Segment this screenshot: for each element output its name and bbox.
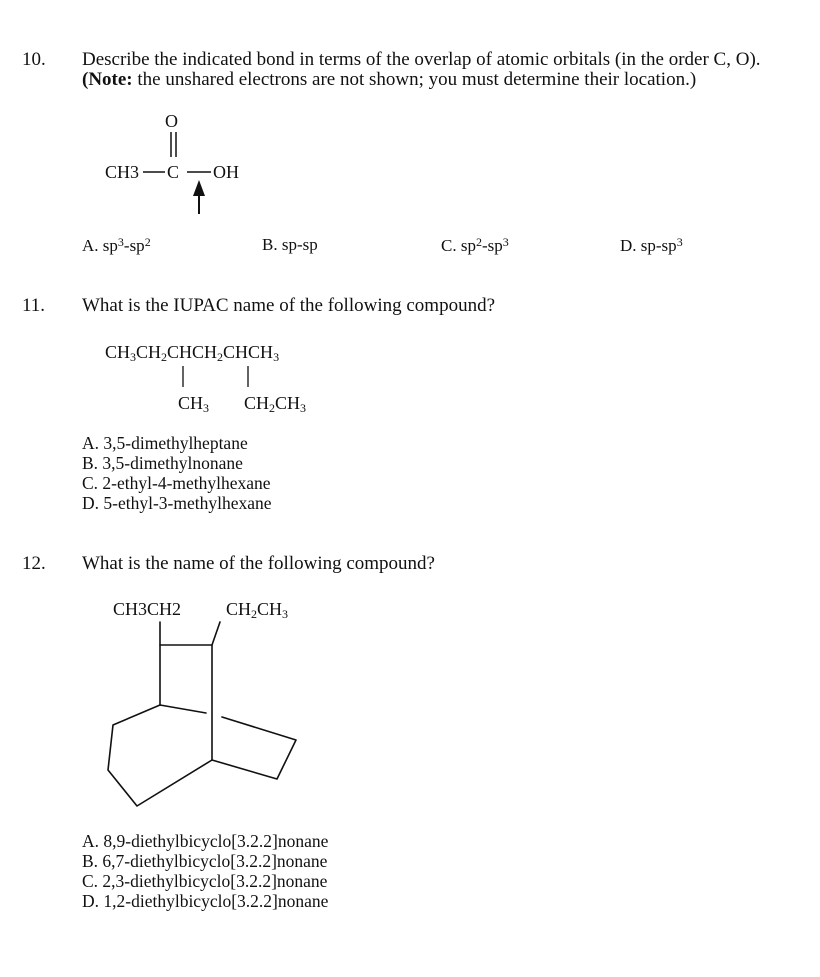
q12-right-ethyl: $CH_2CH_3$ (226, 599, 289, 621)
q10-question-line1: Describe the indicated bond in terms of the overlap of atomic orbitals (in the order C, O). (82, 49, 761, 70)
q10-option-a-part2: -sp (123, 236, 145, 255)
q12-question: What is the name of the following compound? (82, 553, 435, 574)
q12-option-b[interactable]: B. 6,7-diethylbicyclo[3.2.2]nonane (82, 851, 328, 871)
q12-options (82, 831, 328, 911)
q10-option-c-sup1: 2 (475, 235, 482, 249)
q10-ch3: CH3 (105, 162, 140, 182)
q10-option-a-part1: sp (102, 236, 118, 255)
q12-front-two-carbon-bridge (212, 717, 296, 779)
q11-branch-methyl: $CH_3$ (178, 393, 210, 415)
q10-option-c-letter: C. (441, 236, 457, 255)
q11-option-b[interactable]: B. 3,5-dimethylnonane (82, 453, 243, 473)
q10-note-label: (Note: (82, 69, 133, 90)
q12-option-a[interactable]: A. 8,9-diethylbicyclo[3.2.2]nonane (82, 831, 329, 851)
q12-option-d[interactable]: D. 1,2-diethylbicyclo[3.2.2]nonane (82, 891, 329, 911)
q11-option-a[interactable]: A. 3,5-dimethylheptane (82, 433, 248, 453)
q12-back-bond-left (160, 705, 206, 713)
q10-note-text: the unshared electrons are not shown; you must determine their location.) (132, 69, 697, 90)
q12-two-carbon-bridge (160, 645, 212, 760)
q12-number: 12. (22, 553, 46, 574)
q10-option-a-letter: A. (82, 236, 99, 255)
q12-bond-ethyl-right (212, 622, 220, 645)
q10-option-d-text: sp-sp (640, 236, 677, 255)
q12-three-carbon-bridge (108, 705, 212, 806)
q10-option-b-letter: B. (262, 235, 278, 254)
q10-option-b-text: sp-sp (281, 235, 318, 254)
q11-option-c[interactable]: C. 2-ethyl-4-methylhexane (82, 473, 271, 493)
q10-option-a-sup2: 2 (144, 235, 151, 249)
q10-oh: OH (213, 162, 239, 182)
q11-option-d[interactable]: D. 5-ethyl-3-methylhexane (82, 493, 272, 513)
q10-carbon: C (167, 162, 180, 182)
q10-option-c-part2: -sp (481, 236, 503, 255)
q10-option-d-letter: D. (620, 236, 637, 255)
q11-branch-ethyl: $CH_2CH_3$ (244, 393, 307, 415)
q10-carbonyl-oxygen: O (165, 111, 178, 131)
q10-option-c-part1: sp (460, 236, 476, 255)
q10-option-a-sup1: 3 (117, 235, 124, 249)
q11-main-chain: $CH_3CH_2CHCH_2CHCH_3$ (105, 342, 280, 364)
q10-option-d-sup: 3 (676, 235, 683, 249)
q12-left-ethyl: CH3CH2 (113, 599, 182, 619)
q10-option-c-sup2: 3 (502, 235, 509, 249)
q12-option-c[interactable]: C. 2,3-diethylbicyclo[3.2.2]nonane (82, 871, 328, 891)
q11-question: What is the IUPAC name of the following compound? (82, 295, 496, 316)
q11-number: 11. (22, 295, 46, 316)
q10-number: 10. (22, 49, 46, 70)
